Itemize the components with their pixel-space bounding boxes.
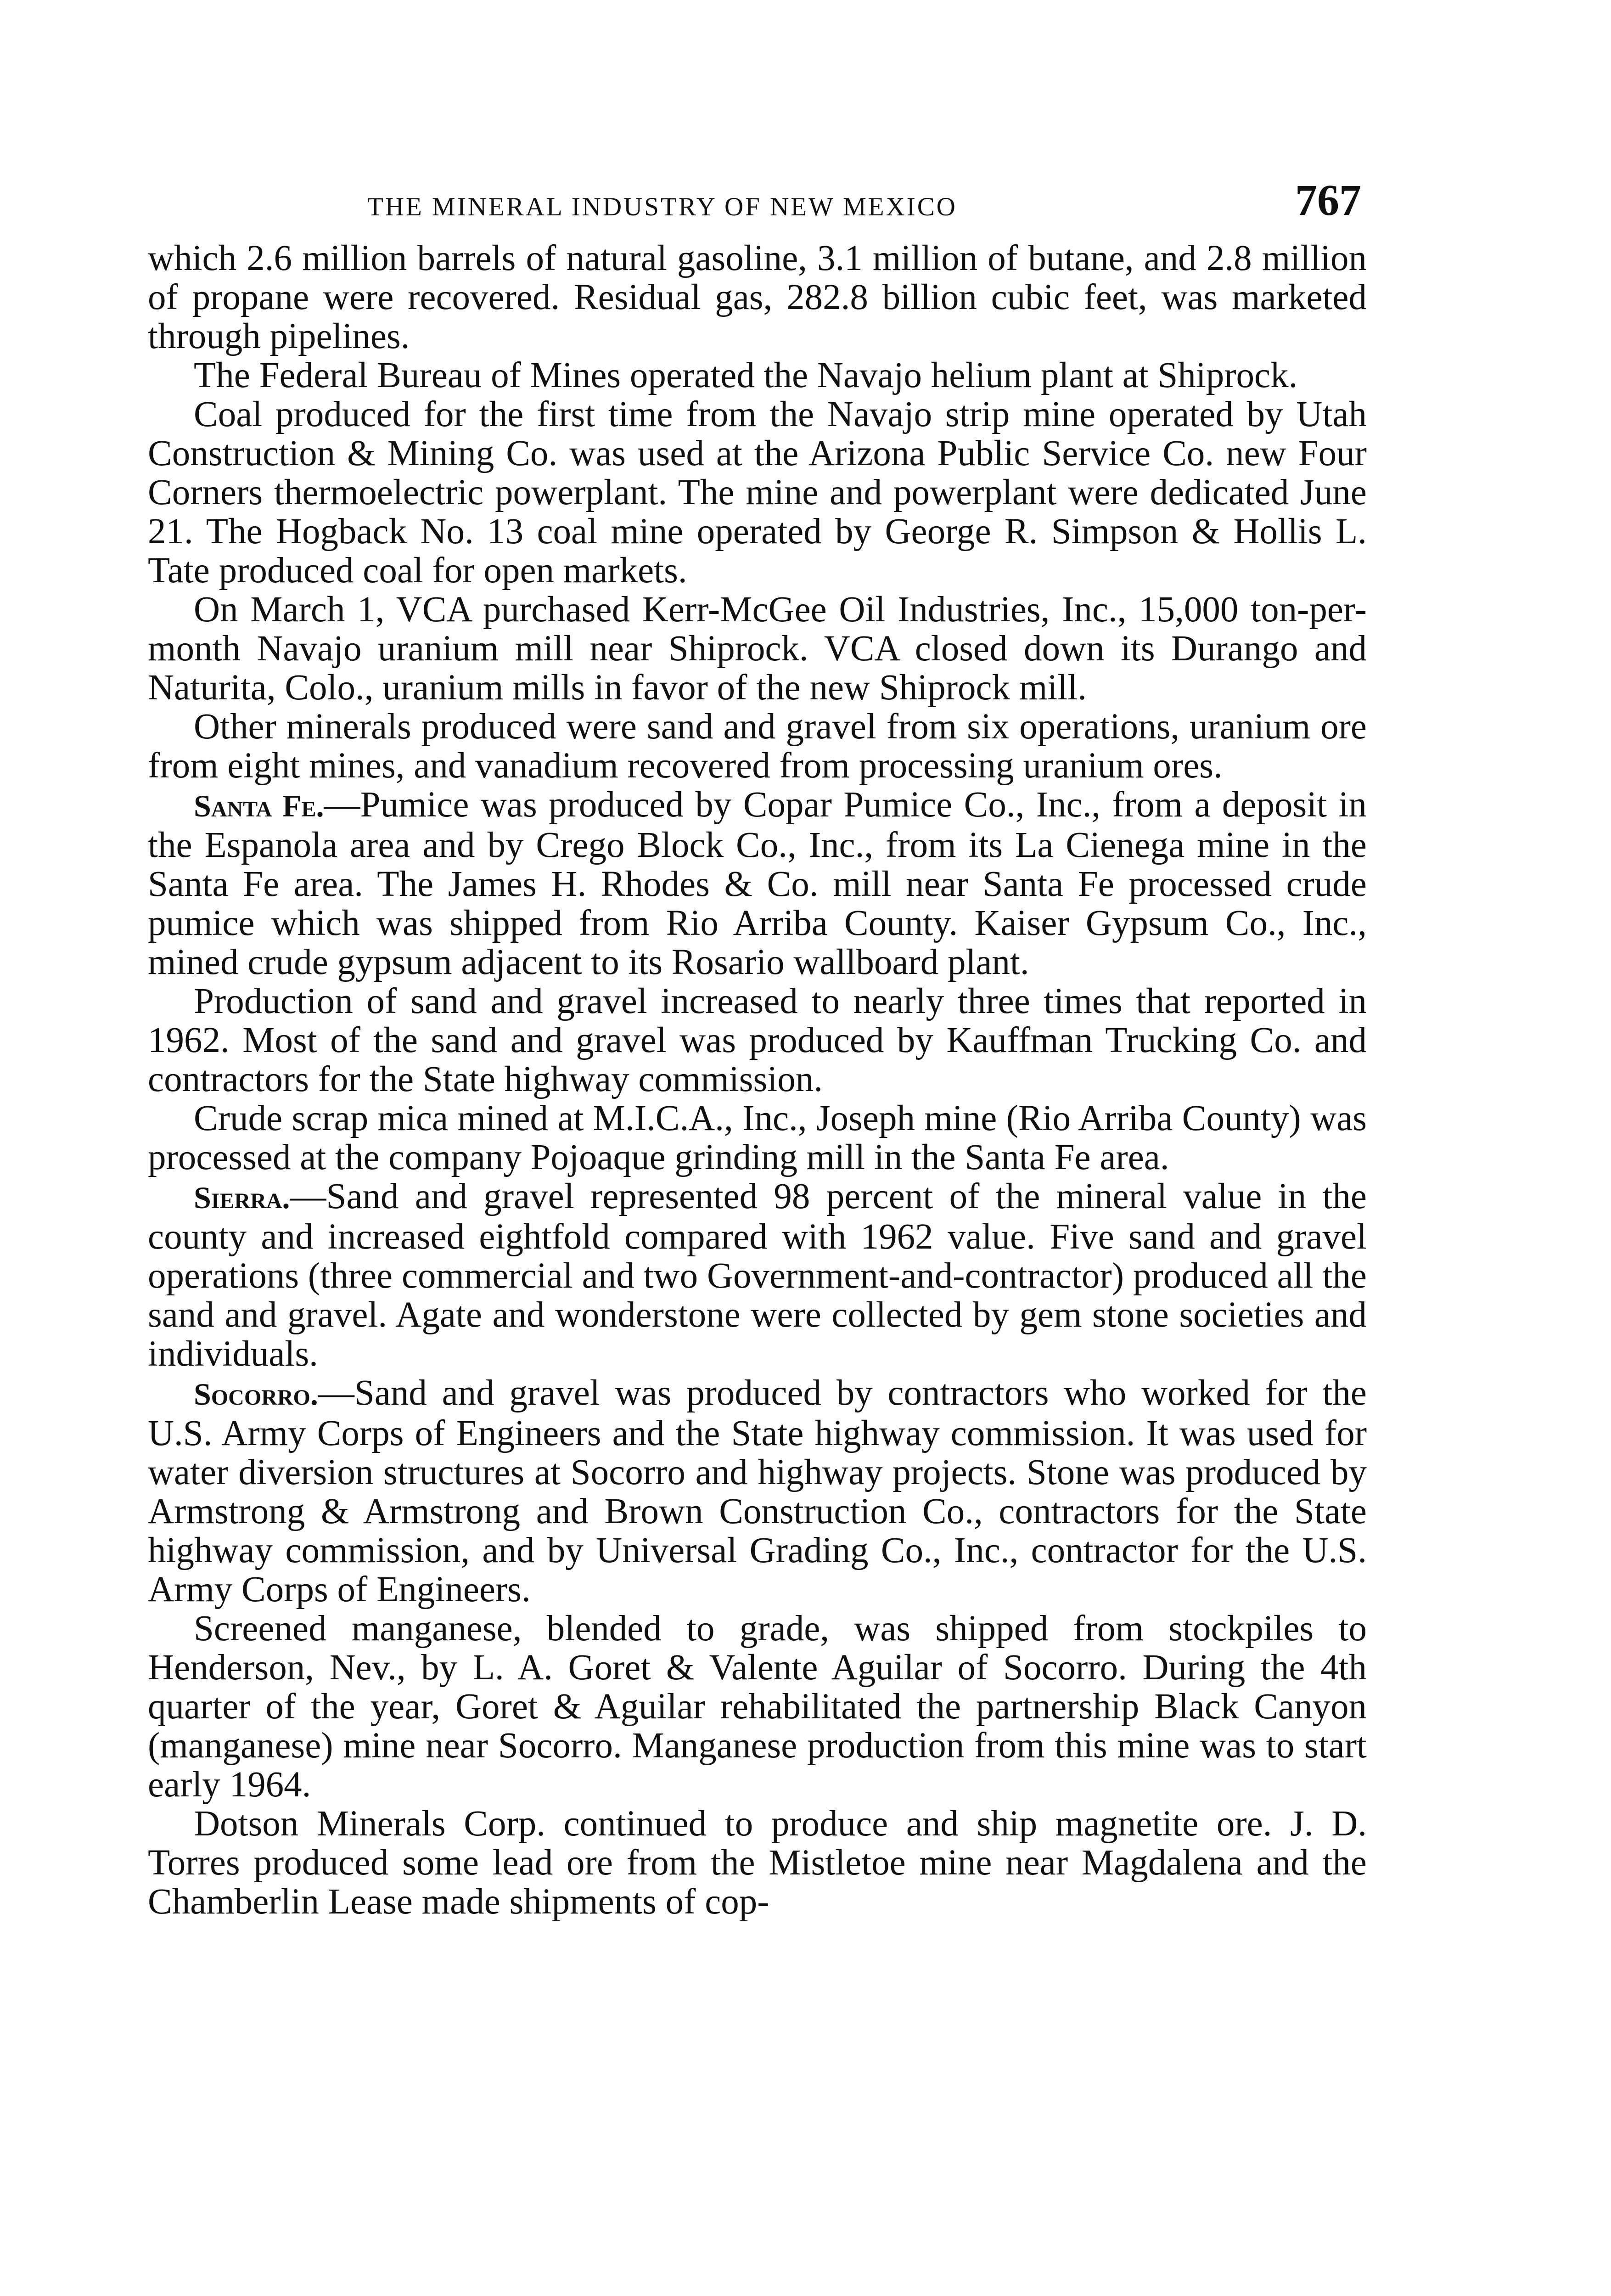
paragraph-text: Screened manganese, blended to grade, was shipped from stockpiles to Henderson, Nev., by L. A. Goret & Valente Aguilar of Socorro. During the 4th quarter of the year, Goret & Aguilar rehabilitated the partnership Black Canyon (manganese) mine near Socorro. Manganese production from this mine was to start early 1964. xyxy=(148,1609,1367,1805)
county-heading-sierra: Sierra. xyxy=(194,1180,290,1215)
paragraph-text: Other minerals produced were sand and gravel from six operations, uranium ore from eight mines, and vanadium recovered from processing uranium ores. xyxy=(148,707,1367,786)
paragraph-sierra xyxy=(148,1177,1367,1373)
running-title: THE MINERAL INDUSTRY OF NEW MEXICO xyxy=(367,192,957,221)
paragraph-text: Crude scrap mica mined at M.I.C.A., Inc., Joseph mine (Rio Arriba County) was processed at the company Pojoaque grinding mill in the Santa Fe area. xyxy=(148,1098,1367,1177)
paragraph-text: Coal produced for the first time from the Navajo strip mine operated by Utah Construction & Mining Co. was used at the Arizona Public Service Co. new Four Corners thermoelectric powerplant. The mine and powerplant were dedicated June 21. The Hogback No. 13 coal mine operated by George R. Simpson & Hollis L. Tate produced coal for open markets. xyxy=(148,394,1367,591)
body-text xyxy=(148,239,1367,1921)
document-page xyxy=(148,174,1367,1921)
paragraph-text: Production of sand and gravel increased to nearly three times that reported in 1962. Most of the sand and gravel was produced by Kauffman Trucking Co. and contractors for the State highway commission. xyxy=(148,981,1367,1099)
paragraph-text: The Federal Bureau of Mines operated the Navajo helium plant at Shiprock. xyxy=(194,355,1298,395)
paragraph xyxy=(148,707,1367,785)
paragraph-socorro xyxy=(148,1373,1367,1609)
paragraph xyxy=(148,1804,1367,1921)
running-header xyxy=(148,174,1367,234)
paragraph xyxy=(148,1609,1367,1804)
paragraph xyxy=(148,239,1367,356)
paragraph-text: Dotson Minerals Corp. continued to produce and ship magnetite ore. J. D. Torres produced some lead ore from the Mistletoe mine near Magdalena and the Chamberlin Lease made shipments of cop- xyxy=(148,1804,1367,1922)
paragraph xyxy=(148,590,1367,707)
paragraph-santa-fe xyxy=(148,785,1367,982)
paragraph-text: which 2.6 million barrels of natural gasoline, 3.1 million of butane, and 2.8 million of propane were recovered. Residual gas, 282.8 billion cubic feet, was marketed through pipelines. xyxy=(148,238,1367,356)
paragraph-text: —Pumice was produced by Copar Pumice Co., Inc., from a deposit in the Espanola area and by Crego Block Co., Inc., from its La Cienega mine in the Santa Fe area. The James H. Rhodes & Co. mill near Santa Fe processed crude pumice which was shipped from Rio Arriba County. Kaiser Gypsum Co., Inc., mined crude gypsum adjacent to its Rosario wallboard plant. xyxy=(148,785,1367,982)
paragraph-text: —Sand and gravel was produced by contractors who worked for the U.S. Army Corps of Engineers and the State highway commission. It was used for water diversion structures at Socorro and highway projects. Stone was produced by Armstrong & Armstrong and Brown Construction Co., contractors for the State highway commission, and by Universal Grading Co., Inc., contractor for the U.S. Army Corps of Engineers. xyxy=(148,1373,1367,1609)
paragraph xyxy=(148,395,1367,590)
paragraph-text: On March 1, VCA purchased Kerr-McGee Oil Industries, Inc., 15,000 ton-per-month Navajo uranium mill near Shiprock. VCA closed down its Durango and Naturita, Colo., uranium mills in favor of the new Shiprock mill. xyxy=(148,590,1367,708)
paragraph xyxy=(148,356,1367,395)
county-heading-santa-fe: Santa Fe. xyxy=(194,788,324,823)
paragraph xyxy=(148,982,1367,1099)
paragraph xyxy=(148,1099,1367,1177)
page-number: 767 xyxy=(1295,175,1361,225)
paragraph-text: —Sand and gravel represented 98 percent of the mineral value in the county and increased eightfold compared with 1962 value. Five sand and gravel operations (three commercial and two Government-and-contractor) produced all the sand and gravel. Agate and wonderstone were collected by gem stone societies and individuals. xyxy=(148,1176,1367,1374)
county-heading-socorro: Socorro. xyxy=(194,1377,318,1412)
